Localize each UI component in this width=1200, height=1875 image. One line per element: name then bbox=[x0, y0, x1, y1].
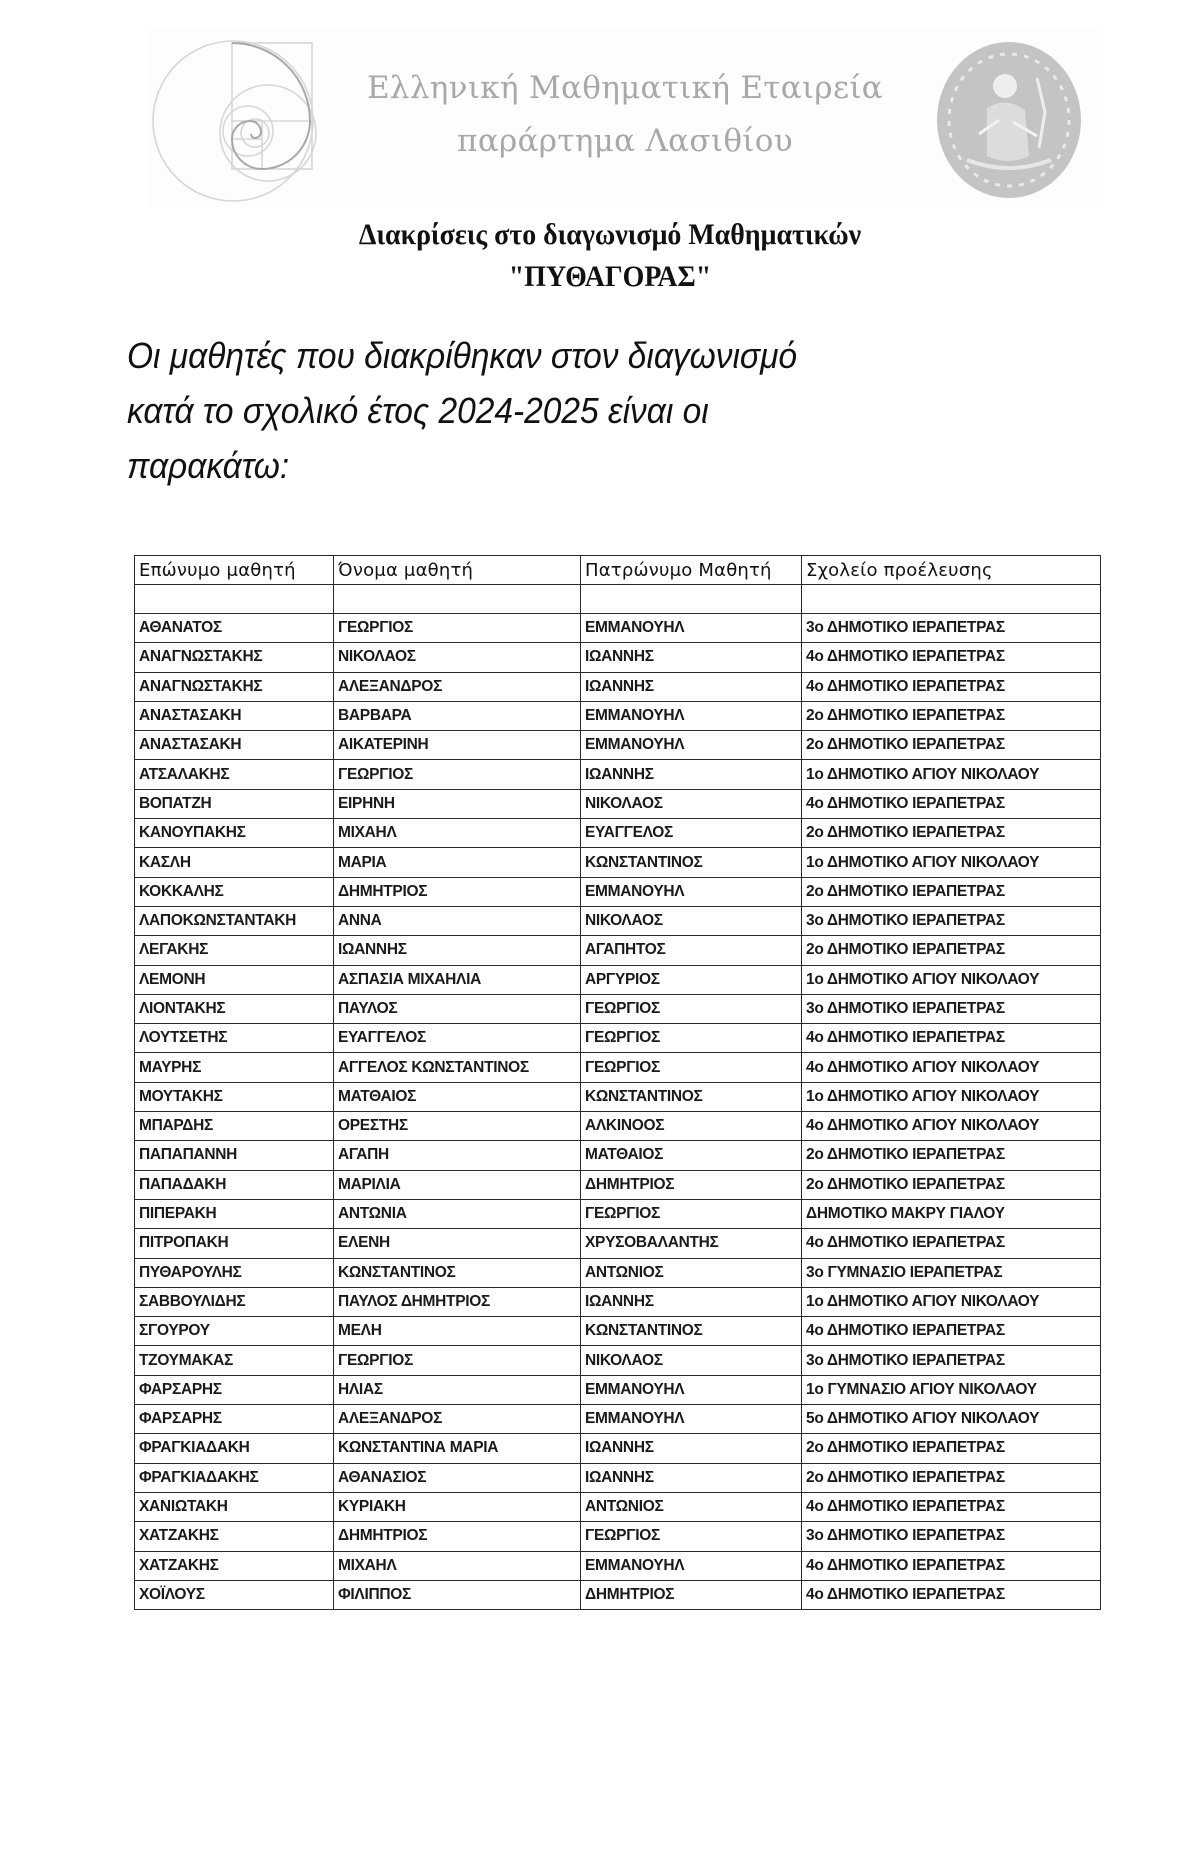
cell-first-name: ΕΛΕΝΗ bbox=[334, 1229, 581, 1258]
cell-surname: ΑΝΑΓΝΩΣΤΑΚΗΣ bbox=[135, 672, 334, 701]
cell-fathers-name: ΓΕΩΡΓΙΟΣ bbox=[581, 1053, 802, 1082]
cell-first-name: ΔΗΜΗΤΡΙΟΣ bbox=[334, 877, 581, 906]
cell-fathers-name: ΕΜΜΑΝΟΥΗΛ bbox=[581, 1551, 802, 1580]
table-row bbox=[135, 760, 1101, 789]
blank-cell bbox=[581, 585, 802, 614]
cell-surname: ΣΑΒΒΟΥΛΙΔΗΣ bbox=[135, 1287, 334, 1316]
table-row bbox=[135, 1405, 1101, 1434]
table-row bbox=[135, 643, 1101, 672]
organization-name: Ελληνική Μαθηματική Εταιρεία bbox=[366, 70, 884, 106]
cell-fathers-name: ΕΜΜΑΝΟΥΗΛ bbox=[581, 1375, 802, 1404]
cell-surname: ΚΑΣΛΗ bbox=[135, 848, 334, 877]
cell-surname: ΑΝΑΣΤΑΣΑΚΗ bbox=[135, 701, 334, 730]
cell-surname: ΤΖΟΥΜΑΚΑΣ bbox=[135, 1346, 334, 1375]
cell-school: 4ο ΔΗΜΟΤΙΚΟ ΙΕΡΑΠΕΤΡΑΣ bbox=[802, 789, 1101, 818]
cell-fathers-name: ΓΕΩΡΓΙΟΣ bbox=[581, 1199, 802, 1228]
cell-surname: ΧΑΤΖΑΚΗΣ bbox=[135, 1551, 334, 1580]
table-row bbox=[135, 731, 1101, 760]
cell-school: 5ο ΔΗΜΟΤΙΚΟ ΑΓΙΟΥ ΝΙΚΟΛΑΟΥ bbox=[802, 1405, 1101, 1434]
cell-first-name: ΜΑΡΙΛΙΑ bbox=[334, 1170, 581, 1199]
cell-school: 4ο ΔΗΜΟΤΙΚΟ ΙΕΡΑΠΕΤΡΑΣ bbox=[802, 672, 1101, 701]
cell-school: 4ο ΔΗΜΟΤΙΚΟ ΙΕΡΑΠΕΤΡΑΣ bbox=[802, 1492, 1101, 1521]
table-row bbox=[135, 789, 1101, 818]
cell-first-name: ΓΕΩΡΓΙΟΣ bbox=[334, 614, 581, 643]
header-surname: Επώνυμο μαθητή bbox=[135, 556, 334, 585]
cell-first-name: ΑΘΑΝΑΣΙΟΣ bbox=[334, 1463, 581, 1492]
blank-cell bbox=[802, 585, 1101, 614]
table-row bbox=[135, 1463, 1101, 1492]
table-row bbox=[135, 701, 1101, 730]
document-title-line-1: Διακρίσεις στο διαγωνισμό Μαθηματικών bbox=[358, 218, 862, 251]
cell-first-name: ΓΕΩΡΓΙΟΣ bbox=[334, 760, 581, 789]
cell-surname: ΛΕΓΑΚΗΣ bbox=[135, 936, 334, 965]
cell-first-name: ΑΝΤΩΝΙΑ bbox=[334, 1199, 581, 1228]
header-school: Σχολείο προέλευσης bbox=[802, 556, 1101, 585]
table-row bbox=[135, 1199, 1101, 1228]
table-row bbox=[135, 1346, 1101, 1375]
cell-fathers-name: ΓΕΩΡΓΙΟΣ bbox=[581, 994, 802, 1023]
cell-school: 4ο ΔΗΜΟΤΙΚΟ ΙΕΡΑΠΕΤΡΑΣ bbox=[802, 1317, 1101, 1346]
cell-first-name: ΠΑΥΛΟΣ ΔΗΜΗΤΡΙΟΣ bbox=[334, 1287, 581, 1316]
cell-first-name: ΜΕΛΗ bbox=[334, 1317, 581, 1346]
golden-spiral-logo-icon bbox=[150, 33, 330, 203]
cell-school: 4ο ΔΗΜΟΤΙΚΟ ΙΕΡΑΠΕΤΡΑΣ bbox=[802, 1551, 1101, 1580]
table-header-row bbox=[135, 556, 1101, 585]
cell-school: 3ο ΔΗΜΟΤΙΚΟ ΙΕΡΑΠΕΤΡΑΣ bbox=[802, 1346, 1101, 1375]
intro-line-2: κατά το σχολικό έτος 2024-2025 είναι οι bbox=[127, 390, 709, 431]
cell-surname: ΦΑΡΣΑΡΗΣ bbox=[135, 1375, 334, 1404]
cell-fathers-name: ΙΩΑΝΝΗΣ bbox=[581, 672, 802, 701]
cell-first-name: ΑΣΠΑΣΙΑ ΜΙΧΑΗΛΙΑ bbox=[334, 965, 581, 994]
cell-surname: ΜΑΥΡΗΣ bbox=[135, 1053, 334, 1082]
cell-fathers-name: ΙΩΑΝΝΗΣ bbox=[581, 1463, 802, 1492]
cell-school: 1ο ΔΗΜΟΤΙΚΟ ΑΓΙΟΥ ΝΙΚΟΛΑΟΥ bbox=[802, 760, 1101, 789]
cell-fathers-name: ΑΝΤΩΝΙΟΣ bbox=[581, 1258, 802, 1287]
cell-school: 3ο ΓΥΜΝΑΣΙΟ ΙΕΡΑΠΕΤΡΑΣ bbox=[802, 1258, 1101, 1287]
table-row bbox=[135, 1229, 1101, 1258]
cell-fathers-name: ΧΡΥΣΟΒΑΛΑΝΤΗΣ bbox=[581, 1229, 802, 1258]
cell-first-name: ΚΥΡΙΑΚΗ bbox=[334, 1492, 581, 1521]
cell-fathers-name: ΙΩΑΝΝΗΣ bbox=[581, 1434, 802, 1463]
cell-fathers-name: ΑΛΚΙΝΟΟΣ bbox=[581, 1112, 802, 1141]
cell-fathers-name: ΝΙΚΟΛΑΟΣ bbox=[581, 1346, 802, 1375]
cell-school: 2ο ΔΗΜΟΤΙΚΟ ΙΕΡΑΠΕΤΡΑΣ bbox=[802, 731, 1101, 760]
cell-surname: ΑΝΑΓΝΩΣΤΑΚΗΣ bbox=[135, 643, 334, 672]
cell-first-name: ΓΕΩΡΓΙΟΣ bbox=[334, 1346, 581, 1375]
cell-school: 2ο ΔΗΜΟΤΙΚΟ ΙΕΡΑΠΕΤΡΑΣ bbox=[802, 936, 1101, 965]
cell-first-name: ΕΥΑΓΓΕΛΟΣ bbox=[334, 1024, 581, 1053]
cell-school: 2ο ΔΗΜΟΤΙΚΟ ΙΕΡΑΠΕΤΡΑΣ bbox=[802, 1463, 1101, 1492]
table-row bbox=[135, 1287, 1101, 1316]
cell-school: 2ο ΔΗΜΟΤΙΚΟ ΙΕΡΑΠΕΤΡΑΣ bbox=[802, 1434, 1101, 1463]
cell-fathers-name: ΑΓΑΠΗΤΟΣ bbox=[581, 936, 802, 965]
cell-first-name: ΒΑΡΒΑΡΑ bbox=[334, 701, 581, 730]
cell-first-name: ΔΗΜΗΤΡΙΟΣ bbox=[334, 1522, 581, 1551]
cell-school: 3ο ΔΗΜΟΤΙΚΟ ΙΕΡΑΠΕΤΡΑΣ bbox=[802, 1522, 1101, 1551]
cell-fathers-name: ΙΩΑΝΝΗΣ bbox=[581, 643, 802, 672]
intro-paragraph bbox=[127, 328, 964, 493]
cell-first-name: ΝΙΚΟΛΑΟΣ bbox=[334, 643, 581, 672]
cell-surname: ΛΙΟΝΤΑΚΗΣ bbox=[135, 994, 334, 1023]
table-row bbox=[135, 1112, 1101, 1141]
table-row bbox=[135, 936, 1101, 965]
table-row bbox=[135, 1551, 1101, 1580]
cell-fathers-name: ΑΡΓΥΡΙΟΣ bbox=[581, 965, 802, 994]
cell-fathers-name: ΕΜΜΑΝΟΥΗΛ bbox=[581, 701, 802, 730]
cell-school: 2ο ΔΗΜΟΤΙΚΟ ΙΕΡΑΠΕΤΡΑΣ bbox=[802, 1170, 1101, 1199]
letterhead bbox=[150, 28, 1100, 208]
cell-school: 2ο ΔΗΜΟΤΙΚΟ ΙΕΡΑΠΕΤΡΑΣ bbox=[802, 701, 1101, 730]
table-row bbox=[135, 1258, 1101, 1287]
cell-school: 1ο ΔΗΜΟΤΙΚΟ ΑΓΙΟΥ ΝΙΚΟΛΑΟΥ bbox=[802, 848, 1101, 877]
header-fathers-name: Πατρώνυμο Μαθητή bbox=[581, 556, 802, 585]
cell-surname: ΒΟΠΑΤΖΗ bbox=[135, 789, 334, 818]
cell-surname: ΛΑΠΟΚΩΝΣΤΑΝΤΑΚΗ bbox=[135, 906, 334, 935]
cell-school: 3ο ΔΗΜΟΤΙΚΟ ΙΕΡΑΠΕΤΡΑΣ bbox=[802, 906, 1101, 935]
cell-first-name: ΠΑΥΛΟΣ bbox=[334, 994, 581, 1023]
table-row bbox=[135, 1317, 1101, 1346]
cell-first-name: ΜΙΧΑΗΛ bbox=[334, 819, 581, 848]
cell-school: 4ο ΔΗΜΟΤΙΚΟ ΙΕΡΑΠΕΤΡΑΣ bbox=[802, 1580, 1101, 1609]
table-row bbox=[135, 848, 1101, 877]
cell-first-name: ΕΙΡΗΝΗ bbox=[334, 789, 581, 818]
blank-cell bbox=[334, 585, 581, 614]
cell-first-name: ΑΝΝΑ bbox=[334, 906, 581, 935]
cell-fathers-name: ΕΜΜΑΝΟΥΗΛ bbox=[581, 614, 802, 643]
cell-fathers-name: ΜΑΤΘΑΙΟΣ bbox=[581, 1141, 802, 1170]
table-row bbox=[135, 1053, 1101, 1082]
cell-fathers-name: ΙΩΑΝΝΗΣ bbox=[581, 1287, 802, 1316]
cell-surname: ΠΑΠΑΔΑΚΗ bbox=[135, 1170, 334, 1199]
cell-first-name: ΚΩΝΣΤΑΝΤΙΝΟΣ bbox=[334, 1258, 581, 1287]
table-row bbox=[135, 1170, 1101, 1199]
cell-school: ΔΗΜΟΤΙΚΟ ΜΑΚΡΥ ΓΙΑΛΟΥ bbox=[802, 1199, 1101, 1228]
cell-first-name: ΑΓΑΠΗ bbox=[334, 1141, 581, 1170]
cell-fathers-name: ΑΝΤΩΝΙΟΣ bbox=[581, 1492, 802, 1521]
cell-surname: ΑΘΑΝΑΤΟΣ bbox=[135, 614, 334, 643]
cell-school: 4ο ΔΗΜΟΤΙΚΟ ΙΕΡΑΠΕΤΡΑΣ bbox=[802, 643, 1101, 672]
cell-first-name: ΙΩΑΝΝΗΣ bbox=[334, 936, 581, 965]
table-row bbox=[135, 1082, 1101, 1111]
cell-school: 1ο ΔΗΜΟΤΙΚΟ ΑΓΙΟΥ ΝΙΚΟΛΑΟΥ bbox=[802, 1287, 1101, 1316]
cell-fathers-name: ΕΜΜΑΝΟΥΗΛ bbox=[581, 731, 802, 760]
cell-surname: ΜΟΥΤΑΚΗΣ bbox=[135, 1082, 334, 1111]
table-row bbox=[135, 672, 1101, 701]
cell-fathers-name: ΝΙΚΟΛΑΟΣ bbox=[581, 906, 802, 935]
cell-surname: ΧΑΝΙΩΤΑΚΗ bbox=[135, 1492, 334, 1521]
document-title-line-2: "ΠΥΘΑΓΟΡΑΣ" bbox=[508, 260, 712, 293]
cell-surname: ΠΙΤΡΟΠΑΚΗ bbox=[135, 1229, 334, 1258]
cell-school: 1ο ΔΗΜΟΤΙΚΟ ΑΓΙΟΥ ΝΙΚΟΛΑΟΥ bbox=[802, 1082, 1101, 1111]
cell-surname: ΛΟΥΤΣΕΤΗΣ bbox=[135, 1024, 334, 1053]
cell-first-name: ΑΙΚΑΤΕΡΙΝΗ bbox=[334, 731, 581, 760]
ancient-coin-emblem-icon bbox=[917, 38, 1097, 203]
cell-first-name: ΦΙΛΙΠΠΟΣ bbox=[334, 1580, 581, 1609]
cell-surname: ΣΓΟΥΡΟΥ bbox=[135, 1317, 334, 1346]
cell-first-name: ΟΡΕΣΤΗΣ bbox=[334, 1112, 581, 1141]
cell-first-name: ΜΑΡΙΑ bbox=[334, 848, 581, 877]
table-row bbox=[135, 994, 1101, 1023]
cell-school: 2ο ΔΗΜΟΤΙΚΟ ΙΕΡΑΠΕΤΡΑΣ bbox=[802, 877, 1101, 906]
table-row bbox=[135, 1434, 1101, 1463]
table-row bbox=[135, 1492, 1101, 1521]
table-row bbox=[135, 1580, 1101, 1609]
intro-line-3: παρακάτω: bbox=[127, 445, 290, 486]
table-row bbox=[135, 1375, 1101, 1404]
cell-school: 4ο ΔΗΜΟΤΙΚΟ ΙΕΡΑΠΕΤΡΑΣ bbox=[802, 1024, 1101, 1053]
cell-fathers-name: ΔΗΜΗΤΡΙΟΣ bbox=[581, 1170, 802, 1199]
organization-branch: παράρτημα Λασιθίου bbox=[457, 123, 793, 159]
cell-first-name: ΗΛΙΑΣ bbox=[334, 1375, 581, 1404]
cell-fathers-name: ΝΙΚΟΛΑΟΣ bbox=[581, 789, 802, 818]
cell-fathers-name: ΓΕΩΡΓΙΟΣ bbox=[581, 1024, 802, 1053]
cell-fathers-name: ΓΕΩΡΓΙΟΣ bbox=[581, 1522, 802, 1551]
blank-cell bbox=[135, 585, 334, 614]
cell-fathers-name: ΚΩΝΣΤΑΝΤΙΝΟΣ bbox=[581, 1317, 802, 1346]
cell-school: 1ο ΔΗΜΟΤΙΚΟ ΑΓΙΟΥ ΝΙΚΟΛΑΟΥ bbox=[802, 965, 1101, 994]
cell-fathers-name: ΚΩΝΣΤΑΝΤΙΝΟΣ bbox=[581, 1082, 802, 1111]
cell-surname: ΦΡΑΓΚΙΑΔΑΚΗΣ bbox=[135, 1463, 334, 1492]
cell-surname: ΦΡΑΓΚΙΑΔΑΚΗ bbox=[135, 1434, 334, 1463]
cell-surname: ΠΑΠΑΠΑΝΝΗ bbox=[135, 1141, 334, 1170]
cell-school: 4ο ΔΗΜΟΤΙΚΟ ΑΓΙΟΥ ΝΙΚΟΛΑΟΥ bbox=[802, 1053, 1101, 1082]
table-blank-row bbox=[135, 585, 1101, 614]
cell-school: 4ο ΔΗΜΟΤΙΚΟ ΑΓΙΟΥ ΝΙΚΟΛΑΟΥ bbox=[802, 1112, 1101, 1141]
cell-first-name: ΚΩΝΣΤΑΝΤΙΝΑ ΜΑΡΙΑ bbox=[334, 1434, 581, 1463]
table-row bbox=[135, 614, 1101, 643]
table-row bbox=[135, 1141, 1101, 1170]
cell-fathers-name: ΕΜΜΑΝΟΥΗΛ bbox=[581, 877, 802, 906]
cell-surname: ΚΟΚΚΑΛΗΣ bbox=[135, 877, 334, 906]
table-row bbox=[135, 1024, 1101, 1053]
table-row bbox=[135, 819, 1101, 848]
cell-school: 1ο ΓΥΜΝΑΣΙΟ ΑΓΙΟΥ ΝΙΚΟΛΑΟΥ bbox=[802, 1375, 1101, 1404]
table-row bbox=[135, 877, 1101, 906]
cell-surname: ΧΟΪΛΟΥΣ bbox=[135, 1580, 334, 1609]
cell-fathers-name: ΔΗΜΗΤΡΙΟΣ bbox=[581, 1580, 802, 1609]
cell-first-name: ΑΛΕΞΑΝΔΡΟΣ bbox=[334, 672, 581, 701]
cell-surname: ΑΤΣΑΛΑΚΗΣ bbox=[135, 760, 334, 789]
cell-fathers-name: ΕΜΜΑΝΟΥΗΛ bbox=[581, 1405, 802, 1434]
cell-surname: ΧΑΤΖΑΚΗΣ bbox=[135, 1522, 334, 1551]
cell-first-name: ΜΑΤΘΑΙΟΣ bbox=[334, 1082, 581, 1111]
cell-school: 4ο ΔΗΜΟΤΙΚΟ ΙΕΡΑΠΕΤΡΑΣ bbox=[802, 1229, 1101, 1258]
cell-fathers-name: ΙΩΑΝΝΗΣ bbox=[581, 760, 802, 789]
cell-surname: ΠΙΠΕΡΑΚΗ bbox=[135, 1199, 334, 1228]
cell-first-name: ΑΓΓΕΛΟΣ ΚΩΝΣΤΑΝΤΙΝΟΣ bbox=[334, 1053, 581, 1082]
cell-school: 2ο ΔΗΜΟΤΙΚΟ ΙΕΡΑΠΕΤΡΑΣ bbox=[802, 819, 1101, 848]
table-row bbox=[135, 965, 1101, 994]
table-row bbox=[135, 1522, 1101, 1551]
table-row bbox=[135, 906, 1101, 935]
cell-surname: ΛΕΜΟΝΗ bbox=[135, 965, 334, 994]
cell-school: 3ο ΔΗΜΟΤΙΚΟ ΙΕΡΑΠΕΤΡΑΣ bbox=[802, 614, 1101, 643]
intro-line-1: Οι μαθητές που διακρίθηκαν στον διαγωνισμό bbox=[127, 335, 798, 376]
header-first-name: Όνομα μαθητή bbox=[334, 556, 581, 585]
cell-fathers-name: ΚΩΝΣΤΑΝΤΙΝΟΣ bbox=[581, 848, 802, 877]
cell-surname: ΑΝΑΣΤΑΣΑΚΗ bbox=[135, 731, 334, 760]
cell-surname: ΦΑΡΣΑΡΗΣ bbox=[135, 1405, 334, 1434]
cell-school: 3ο ΔΗΜΟΤΙΚΟ ΙΕΡΑΠΕΤΡΑΣ bbox=[802, 994, 1101, 1023]
cell-school: 2ο ΔΗΜΟΤΙΚΟ ΙΕΡΑΠΕΤΡΑΣ bbox=[802, 1141, 1101, 1170]
cell-first-name: ΜΙΧΑΗΛ bbox=[334, 1551, 581, 1580]
cell-surname: ΚΑΝΟΥΠΑΚΗΣ bbox=[135, 819, 334, 848]
cell-surname: ΜΠΑΡΔΗΣ bbox=[135, 1112, 334, 1141]
cell-fathers-name: ΕΥΑΓΓΕΛΟΣ bbox=[581, 819, 802, 848]
cell-first-name: ΑΛΕΞΑΝΔΡΟΣ bbox=[334, 1405, 581, 1434]
results-table bbox=[134, 555, 1101, 1610]
cell-surname: ΠΥΘΑΡΟΥΛΗΣ bbox=[135, 1258, 334, 1287]
